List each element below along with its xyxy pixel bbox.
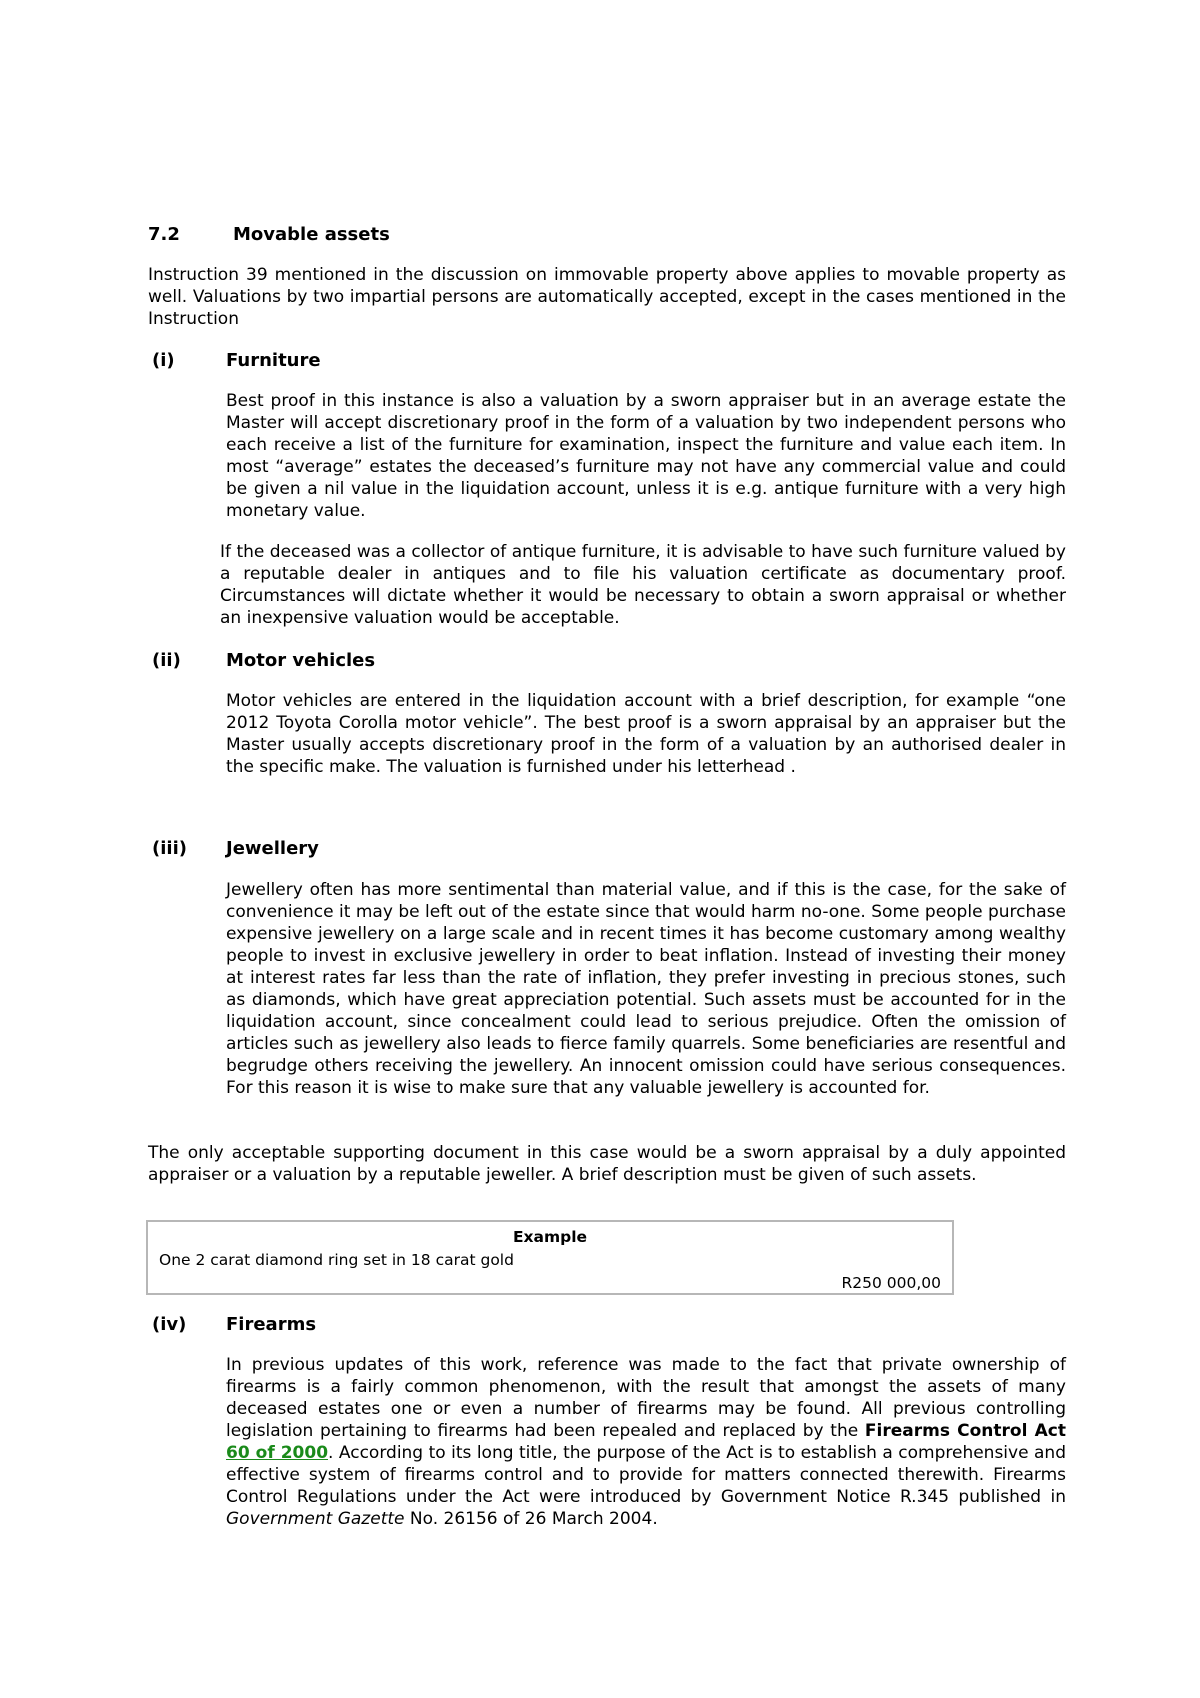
jewellery-paragraph-1: Jewellery often has more sentimental than material value, and if this is the case, for the sake of convenience it may be left out of the estate since that would harm no-one. Some people purchase expensive jewellery on a large scale and in recent times it has become customary among wealthy people to invest in exclusive jewellery in order to beat inflation. Instead of investing their money at interest rates far less than the rate of inflation, they prefer investing in precious stones, such as diamonds, which have great appreciation potential. Such assets must be accounted for in the liquidation account, since concealment could lead to serious prejudice. Often the omission of articles such as jewellery also leads to fierce family quarrels. Some beneficiaries are resentful and begrudge others receiving the jewellery. An innocent omission could have serious consequences. For this reason it is wise to make sure that any valuable jewellery is accounted for. bbox=[226, 880, 1066, 1098]
furniture-paragraph-2: If the deceased was a collector of antique furniture, it is advisable to have such furniture valued by a reputable dealer in antiques and to file his valuation certificate as documentary proof. Circumstances will dictate whether it would be necessary to obtain a sworn appraisal or whether an inexpensive valuation would be acceptable. bbox=[220, 542, 1066, 628]
furniture-heading: Furniture bbox=[226, 350, 321, 371]
firearms-act-name: Firearms Control Act bbox=[864, 1421, 1067, 1441]
example-box bbox=[146, 1220, 954, 1295]
section-intro: Instruction 39 mentioned in the discussion on immovable property above applies to movable property as well. Valuations by two impartial persons are automatically accepted, except in the cases mentioned in the Instruction bbox=[148, 265, 1066, 329]
firearms-text-b: . According to its long title, the purpose of the Act is to establish a comprehensive and effective system of firearms control and to provide for matters connected therewith. Firearms Control Regulations under the Act were introduced by Government Notice R.345 published in bbox=[226, 1443, 1066, 1507]
jewellery-number: (iii) bbox=[152, 838, 187, 859]
firearms-number: (iv) bbox=[152, 1314, 187, 1335]
furniture-number: (i) bbox=[152, 350, 175, 371]
section-number: 7.2 bbox=[148, 224, 180, 245]
motor-number: (ii) bbox=[152, 650, 181, 671]
jewellery-paragraph-2: The only acceptable supporting document in this case would be a sworn appraisal by a duly appointed appraiser or a valuation by a reputable jeweller. A brief description must be given of such assets. bbox=[148, 1143, 1066, 1185]
firearms-paragraph bbox=[226, 1354, 1066, 1530]
example-item: One 2 carat diamond ring set in 18 carat gold bbox=[159, 1251, 514, 1269]
motor-heading: Motor vehicles bbox=[226, 650, 376, 671]
furniture-paragraph-1: Best proof in this instance is also a valuation by a sworn appraiser but in an average estate the Master will accept discretionary proof in the form of a valuation by two independent persons who each receive a list of the furniture for examination, inspect the furniture and value each item. In most “average” estates the deceased’s furniture may not have any commercial value and could be given a nil value in the liquidation account, unless it is e.g. antique furniture with a very high monetary value. bbox=[226, 391, 1066, 521]
firearms-gazette: Government Gazette bbox=[226, 1509, 405, 1529]
firearms-text-a: In previous updates of this work, reference was made to the fact that private ownership of firearms is a fairly common phenomenon, with the result that amongst the assets of many deceased estates one or even a number of firearms may be found. All previous controlling legislation pertaining to firearms had been repealed and replaced by the bbox=[226, 1355, 1066, 1441]
example-title: Example bbox=[512, 1228, 588, 1246]
act-reference-link[interactable]: 60 of 2000 bbox=[226, 1443, 329, 1463]
jewellery-heading: Jewellery bbox=[226, 838, 319, 859]
section-title: Movable assets bbox=[233, 224, 390, 245]
example-amount: R250 000,00 bbox=[841, 1274, 941, 1292]
firearms-text-c: No. 26156 of 26 March 2004. bbox=[404, 1509, 658, 1529]
firearms-heading: Firearms bbox=[226, 1314, 317, 1335]
motor-paragraph: Motor vehicles are entered in the liquidation account with a brief description, for example “one 2012 Toyota Corolla motor vehicle”. The best proof is a sworn appraisal by an appraiser but the Master usually accepts discretionary proof in the form of a valuation by an authorised dealer in the specific make. The valuation is furnished under his letterhead . bbox=[226, 691, 1066, 777]
